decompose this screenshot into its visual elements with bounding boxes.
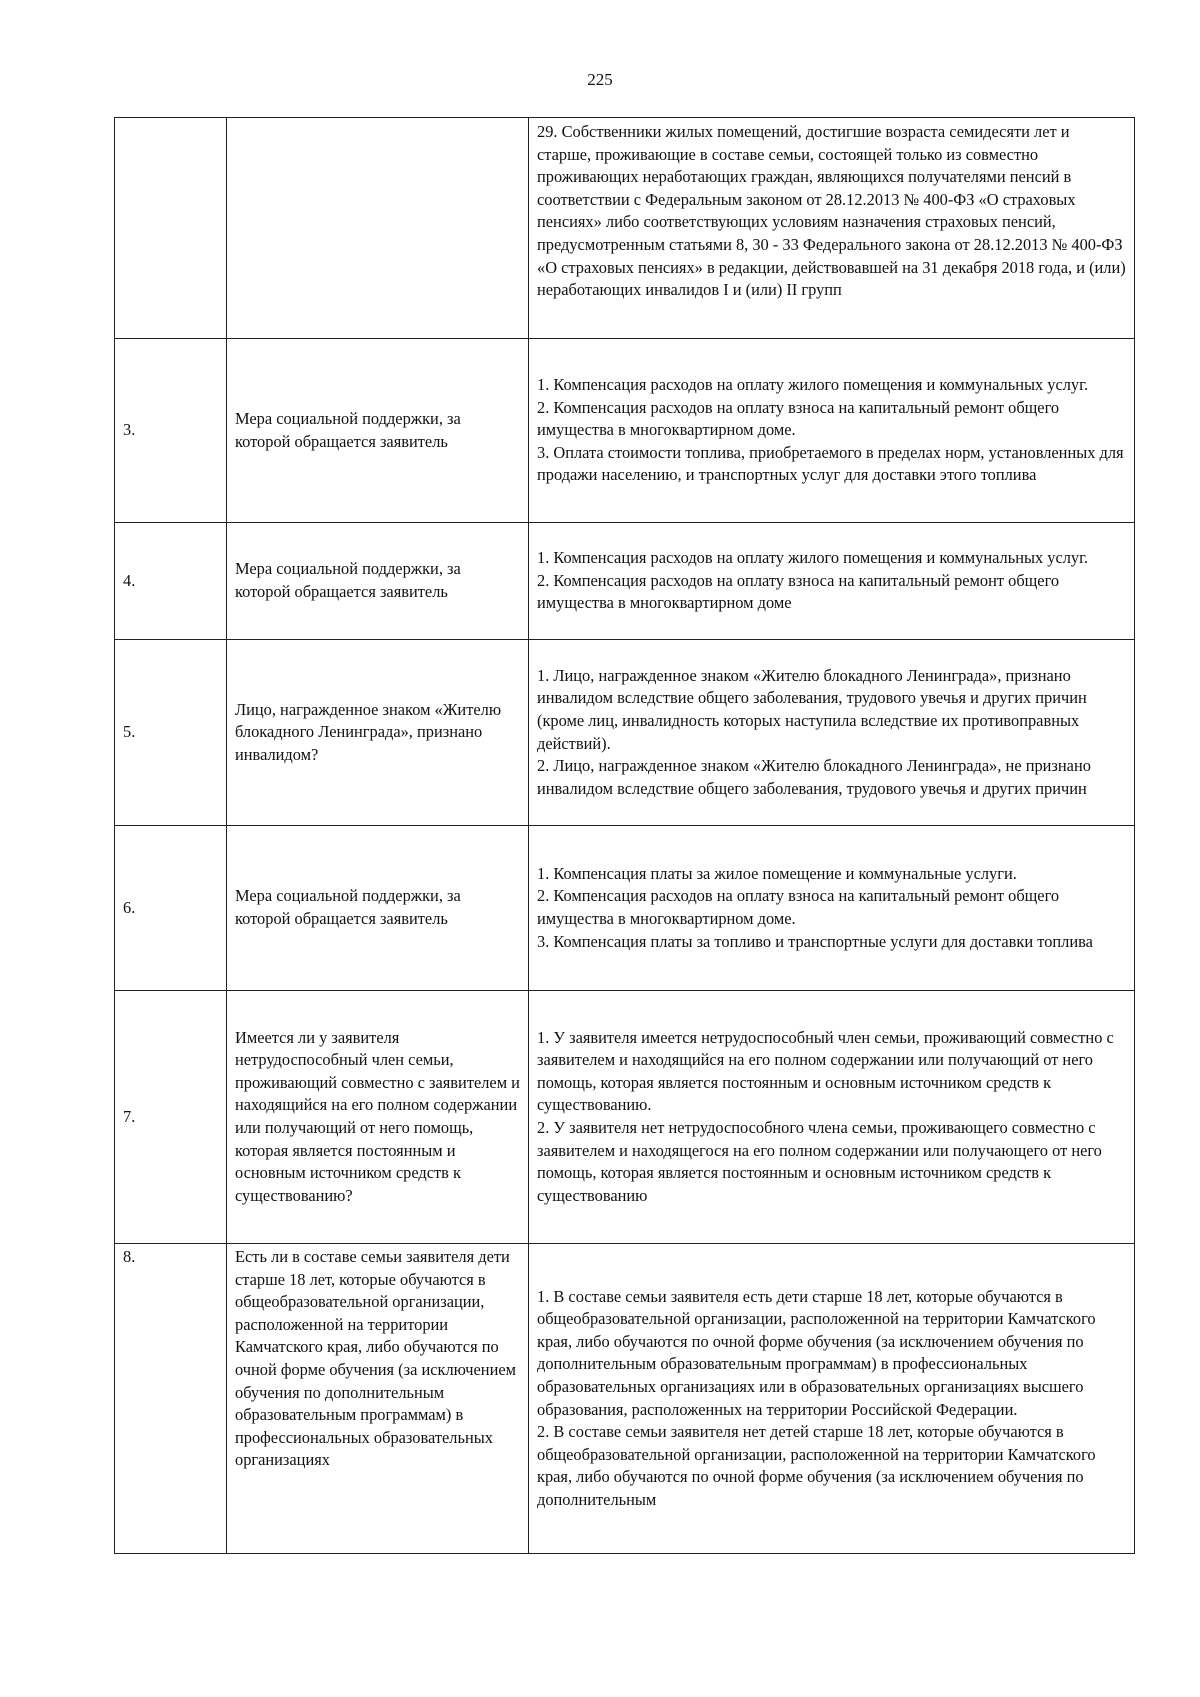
answer-option: 1. В составе семьи заявителя есть дети старше 18 лет, которые обучаются в общеобразовательной организации, расположенной на территории Камчатского края, либо обучаются по очной форме обучения (за исключением обучения по дополнительным образовательным программам) в профессиональных образовательных организациях или в образовательных организациях высшего образования, расположенных на территории Российской Федерации. xyxy=(537,1286,1096,1419)
row-number: 6. xyxy=(115,826,227,991)
row-question: Мера социальной поддержки, за которой обращается заявитель xyxy=(227,826,529,991)
table-row xyxy=(115,523,1135,640)
row-question: Есть ли в составе семьи заявителя дети старше 18 лет, которые обучаются в общеобразовательной организации, расположенной на территории Камчатского края, либо обучаются по очной форме обучения (за исключением обучения по дополнительным образовательным программам) в профессиональных образовательных организациях xyxy=(227,1244,529,1554)
table-row xyxy=(115,640,1135,826)
row-number: 8. xyxy=(115,1244,227,1554)
answer-option: 1. У заявителя имеется нетрудоспособный член семьи, проживающий совместно с заявителем и находящийся на его полном содержании или получающий от него помощь, которая является постоянным и основным источником средств к существованию. xyxy=(537,1027,1114,1115)
answer-option: 29. Собственники жилых помещений, достигшие возраста семидесяти лет и старше, проживающие в составе семьи, состоящей только из совместно проживающих неработающих граждан, являющихся получателями пенсий в соответствии с Федеральным законом от 28.12.2013 № 400-ФЗ «О страховых пенсиях» либо соответствующих условиям назначения страховых пенсий, предусмотренным статьями 8, 30 - 33 Федерального закона от 28.12.2013 № 400-ФЗ «О страховых пенсиях» в редакции, действовавшей на 31 декабря 2018 года, и (или) неработающих инвалидов I и (или) II групп xyxy=(537,122,1126,300)
answer-option: 1. Компенсация расходов на оплату жилого помещения и коммунальных услуг. xyxy=(537,375,1089,395)
row-question: Мера социальной поддержки, за которой обращается заявитель xyxy=(227,523,529,640)
answer-option: 3. Компенсация платы за топливо и транспортные услуги для доставки топлива xyxy=(537,931,1093,951)
answer-option: 2. Компенсация расходов на оплату взноса на капитальный ремонт общего имущества в многоквартирном доме xyxy=(537,570,1060,613)
answer-option: 3. Оплата стоимости топлива, приобретаемого в пределах норм, установленных для продажи населению, и транспортных услуг для доставки этого топлива xyxy=(537,442,1124,485)
row-answers xyxy=(529,991,1135,1244)
row-question: Имеется ли у заявителя нетрудоспособный член семьи, проживающий совместно с заявителем и находящийся на его полном содержании или получающий от него помощь, которая является постоянным и основным источником средств к существованию? xyxy=(227,991,529,1244)
answer-option: 2. В составе семьи заявителя нет детей старше 18 лет, которые обучаются в общеобразовательной организации, расположенной на территории Камчатского края, либо обучаются по очной форме обучения (за исключением обучения по дополнительным xyxy=(537,1422,1096,1509)
table-row xyxy=(115,826,1135,991)
answer-option: 2. Компенсация расходов на оплату взноса на капитальный ремонт общего имущества в многоквартирном доме. xyxy=(537,886,1060,928)
row-number: 4. xyxy=(115,523,227,640)
table-row xyxy=(115,339,1135,523)
page-number: 225 xyxy=(587,70,613,89)
row-question: Лицо, награжденное знаком «Жителю блокадного Ленинграда», признано инвалидом? xyxy=(227,640,529,826)
row-question: Мера социальной поддержки, за которой обращается заявитель xyxy=(227,339,529,523)
answer-option: 2. Лицо, награжденное знаком «Жителю блокадного Ленинграда», не признано инвалидом вследствие общего заболевания, трудового увечья и других причин xyxy=(537,756,1091,798)
row-question xyxy=(227,118,529,339)
answer-option: 1. Лицо, награжденное знаком «Жителю блокадного Ленинграда», признано инвалидом вследствие общего заболевания, трудового увечья и других причин (кроме лиц, инвалидность которых наступила вследствие их противоправных действий). xyxy=(537,665,1087,753)
answer-option: 1. Компенсация расходов на оплату жилого помещения и коммунальных услуг. xyxy=(537,548,1089,568)
answer-option: 2. У заявителя нет нетрудоспособного члена семьи, проживающего совместно с заявителем и находящегося на его полном содержании или получающего от него помощь, которая является постоянным и основным источником средств к существованию xyxy=(537,1118,1102,1205)
row-number: 5. xyxy=(115,640,227,826)
table-row xyxy=(115,991,1135,1244)
row-number: 3. xyxy=(115,339,227,523)
answer-option: 1. Компенсация платы за жилое помещение и коммунальные услуги. xyxy=(537,863,1017,883)
row-number: 7. xyxy=(115,991,227,1244)
table-row xyxy=(115,1244,1135,1554)
row-answers xyxy=(529,826,1135,991)
row-answers xyxy=(529,640,1135,826)
row-answers xyxy=(529,1244,1135,1554)
row-answers xyxy=(529,118,1135,339)
row-answers xyxy=(529,523,1135,640)
criteria-table xyxy=(114,117,1135,1554)
row-answers xyxy=(529,339,1135,523)
answer-option: 2. Компенсация расходов на оплату взноса на капитальный ремонт общего имущества в многоквартирном доме. xyxy=(537,397,1060,440)
table-row xyxy=(115,118,1135,339)
row-number xyxy=(115,118,227,339)
